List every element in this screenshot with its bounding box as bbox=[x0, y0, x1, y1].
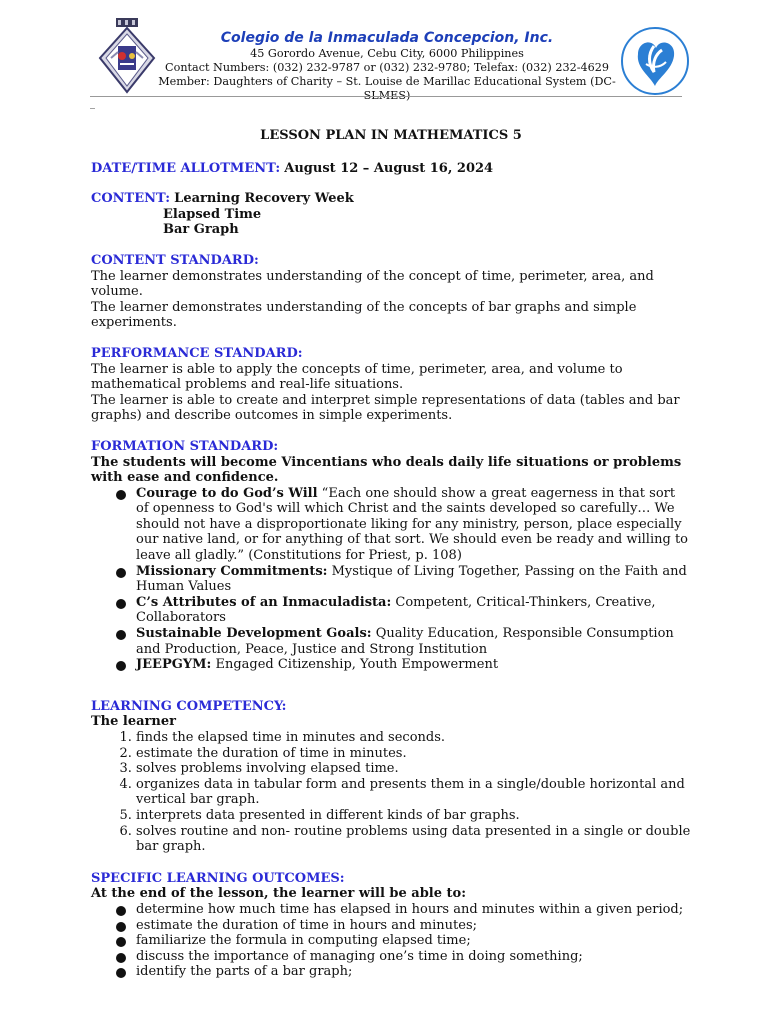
outcomes-bullet-list bbox=[91, 902, 691, 980]
school-name: Colegio de la Inmaculada Concepcion, Inc. bbox=[220, 30, 554, 46]
bullet-text: Competent, Critical-Thinkers, Creative, Collaborators bbox=[136, 594, 656, 626]
date-label: DATE/TIME ALLOTMENT: bbox=[91, 160, 281, 176]
content-standard-label: CONTENT STANDARD: bbox=[91, 252, 259, 268]
content-section bbox=[91, 191, 691, 238]
date-value: August 12 – August 16, 2024 bbox=[284, 160, 494, 176]
list-item bbox=[136, 595, 691, 626]
contact-numbers: Contact Numbers: (032) 232-9787 or (032) 232-9780; Telefax: (032) 232-4629 bbox=[165, 61, 609, 74]
list-item: 3. solves problems involving elapsed time. bbox=[136, 761, 691, 777]
letterhead-text bbox=[150, 30, 624, 103]
learning-competency-section bbox=[91, 699, 691, 855]
letterhead-divider bbox=[90, 96, 682, 97]
bullet-heading: Missionary Commitments: bbox=[136, 563, 328, 579]
content-item: Learning Recovery Week bbox=[174, 191, 354, 207]
specific-outcomes-section bbox=[91, 871, 691, 980]
lesson-plan-body bbox=[91, 128, 691, 980]
formation-bullet-list bbox=[91, 486, 691, 673]
bullet-text: Mystique of Living Together, Passing on the Faith and Human Values bbox=[136, 563, 687, 595]
content-label: CONTENT: bbox=[91, 191, 171, 207]
list-item bbox=[136, 486, 691, 564]
list-item bbox=[136, 564, 691, 595]
list-item: discuss the importance of managing one’s time in doing something; bbox=[136, 949, 691, 965]
bullet-text: Engaged Citizenship, Youth Empowerment bbox=[211, 657, 499, 673]
school-crest-logo bbox=[96, 16, 158, 94]
bullet-heading: JEEPGYM: bbox=[136, 657, 212, 673]
letterhead-dash: _ bbox=[90, 98, 95, 109]
content-item: Elapsed Time bbox=[163, 206, 262, 222]
list-item: 2. estimate the duration of time in minutes. bbox=[136, 746, 691, 762]
list-item: determine how much time has elapsed in hours and minutes within a given period; bbox=[136, 902, 691, 918]
performance-standard-section bbox=[91, 346, 691, 424]
performance-standard-text: The learner is able to create and interpret simple representations of data (tables and bar graphs) and describe outcomes in simple experiments. bbox=[91, 392, 680, 424]
lesson-plan-title: LESSON PLAN IN MATHEMATICS 5 bbox=[260, 128, 522, 143]
content-standard-text: The learner demonstrates understanding of the concept of time, perimeter, area, and volume. bbox=[91, 268, 654, 300]
formation-standard-section bbox=[91, 439, 691, 673]
content-standard-text: The learner demonstrates understanding of the concepts of bar graphs and simple experiments. bbox=[91, 299, 637, 331]
list-item: identify the parts of a bar graph; bbox=[136, 964, 691, 980]
bullet-heading: Sustainable Development Goals: bbox=[136, 626, 372, 642]
list-item: 6. solves routine and non- routine problems using data presented in a single or double bar graph. bbox=[136, 824, 691, 855]
school-address: 45 Gorordo Avenue, Cebu City, 6000 Philippines bbox=[250, 47, 524, 60]
learning-competency-label: LEARNING COMPETENCY: bbox=[91, 698, 287, 714]
letterhead bbox=[0, 0, 768, 109]
bullet-text: Quality Education, Responsible Consumption and Production, Peace, Justice and Strong Institution bbox=[136, 626, 674, 657]
membership-line: Member: Daughters of Charity – St. Louise de Marillac Educational System (DC- SLMES) bbox=[158, 75, 616, 102]
list-item bbox=[136, 626, 691, 657]
content-standard-section bbox=[91, 253, 691, 331]
bullet-heading: Courage to do God’s Will bbox=[136, 485, 318, 501]
content-item: Bar Graph bbox=[163, 222, 239, 238]
bullet-heading: C’s Attributes of an Inmaculadista: bbox=[136, 594, 392, 610]
formation-standard-label: FORMATION STANDARD: bbox=[91, 438, 279, 454]
formation-standard-intro: The students will become Vincentians who deals daily life situations or problems with ease and confidence. bbox=[91, 454, 682, 486]
competency-list bbox=[91, 730, 691, 855]
list-item bbox=[136, 657, 691, 673]
bullet-text: “Each one should show a great eagerness in that sort of openness to God's will which Christ and the saints developed so carefully… We should not have a disproportionate liking for any ministry, person, place especially our native land, or for anything of that sort. We should even be ready and willing to leave all gladly.” (Constitutions for Priest, p. 108) bbox=[136, 485, 689, 564]
list-item: 5. interprets data presented in different kinds of bar graphs. bbox=[136, 808, 691, 824]
specific-outcomes-intro: At the end of the lesson, the learner will be able to: bbox=[91, 886, 467, 902]
performance-standard-text: The learner is able to apply the concepts of time, perimeter, area, and volume to mathematical problems and real-life situations. bbox=[91, 361, 623, 393]
list-item: 1. finds the elapsed time in minutes and seconds. bbox=[136, 730, 691, 746]
performance-standard-label: PERFORMANCE STANDARD: bbox=[91, 345, 303, 361]
date-allotment bbox=[91, 161, 691, 177]
list-item: familiarize the formula in computing elapsed time; bbox=[136, 933, 691, 949]
list-item: 4. organizes data in tabular form and presents them in a single/double horizontal and vertical bar graph. bbox=[136, 777, 691, 808]
list-item: estimate the duration of time in hours and minutes; bbox=[136, 918, 691, 934]
daughters-of-charity-logo bbox=[618, 24, 692, 98]
learning-competency-intro: The learner bbox=[91, 714, 176, 730]
specific-outcomes-label: SPECIFIC LEARNING OUTCOMES: bbox=[91, 870, 345, 886]
